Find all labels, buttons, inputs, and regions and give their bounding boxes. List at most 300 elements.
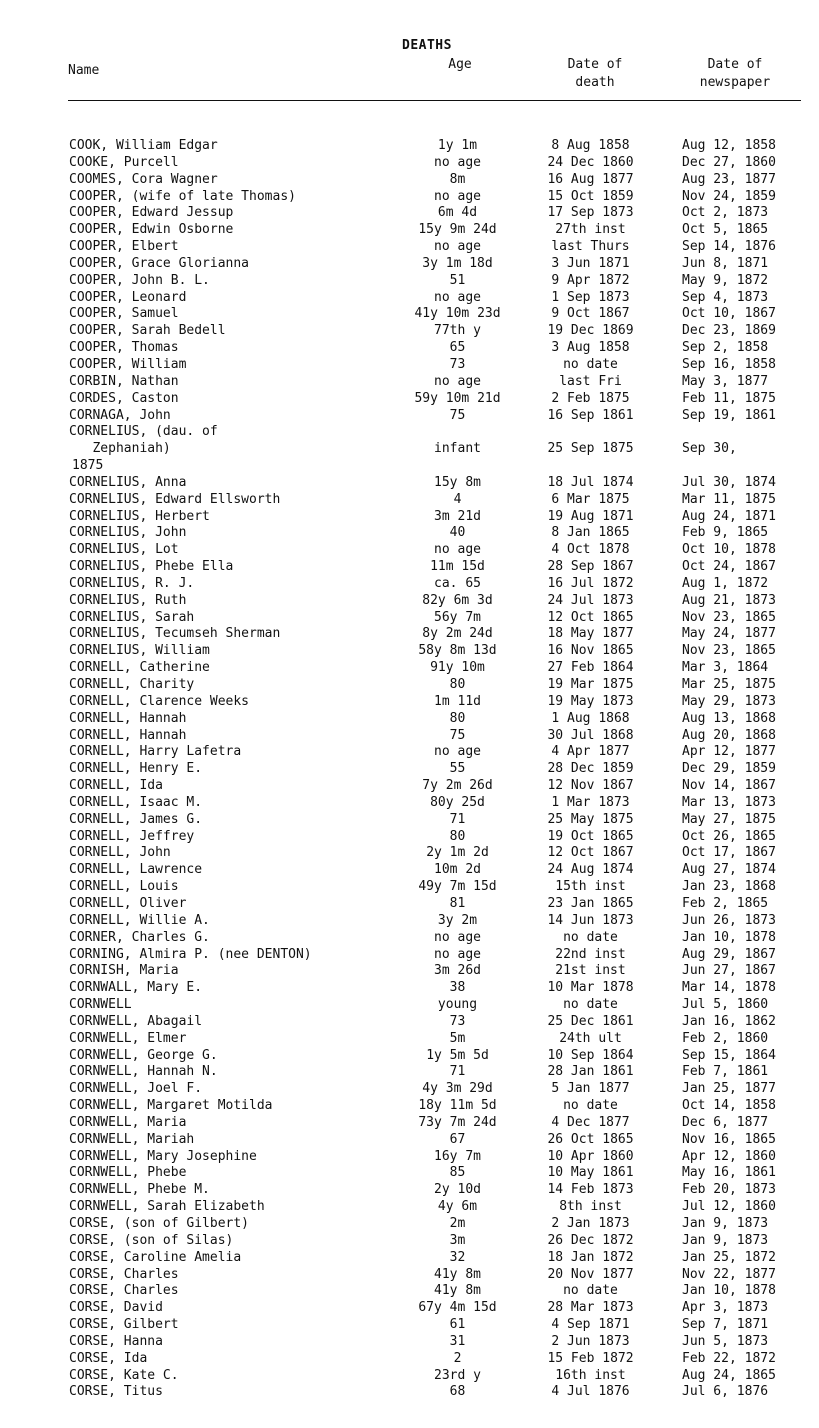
- table-row: [0, 138, 819, 155]
- table-row: [0, 660, 819, 677]
- table-row: [0, 189, 819, 206]
- date-of-death-cell: 16 Aug 1877: [547, 171, 634, 187]
- date-of-newspaper-cell: Jul 12, 1860: [682, 1199, 776, 1215]
- date-of-newspaper-cell: Oct 14, 1858: [682, 1098, 776, 1114]
- date-of-newspaper-cell: Jan 23, 1868: [682, 879, 776, 895]
- name-cell: COOK, William Edgar: [69, 138, 218, 153]
- date-of-death-cell: 2 Jun 1873: [551, 1333, 630, 1349]
- date-of-death-cell: 4 Apr 1877: [551, 744, 630, 760]
- name-cell: CORNWALL, Mary E.: [69, 980, 203, 996]
- table-row: [0, 408, 819, 425]
- date-of-death-cell: no date: [563, 1283, 618, 1299]
- table-row: [0, 273, 819, 290]
- date-of-death-cell: 28 Mar 1873: [547, 1300, 634, 1316]
- date-of-newspaper-cell: Feb 7, 1861: [682, 1064, 769, 1080]
- name-cell: CORNWELL, Mary Josephine: [69, 1148, 257, 1164]
- date-of-newspaper-cell: Aug 29, 1867: [682, 946, 776, 962]
- name-cell: CORNELL, Clarence Weeks: [69, 693, 250, 709]
- date-of-newspaper-cell: Jul 6, 1876: [682, 1384, 769, 1400]
- date-of-death-cell: 6 Mar 1875: [551, 491, 630, 507]
- date-of-newspaper-cell: Sep 2, 1858: [682, 340, 769, 356]
- date-of-death-cell: no date: [563, 997, 618, 1013]
- table-row: [0, 172, 819, 189]
- date-of-death-cell: 24th ult: [559, 1030, 622, 1046]
- name-cell: COOPER, Elbert: [69, 239, 179, 255]
- table-row: [0, 1149, 819, 1166]
- date-of-newspaper-cell: Sep 19, 1861: [682, 407, 776, 423]
- date-of-newspaper-cell: Aug 12, 1858: [682, 138, 776, 153]
- name-cell: CORNWELL: [69, 997, 132, 1013]
- date-of-death-cell: 16 Jul 1872: [547, 575, 634, 591]
- age-cell: 1y 5m 5d: [426, 1047, 489, 1063]
- date-of-death-cell: last Thurs: [551, 239, 630, 255]
- table-row: [0, 963, 819, 980]
- name-cell: CORNELL, Harry Lafetra: [69, 744, 242, 760]
- date-of-newspaper-cell: Jun 26, 1873: [682, 912, 776, 928]
- date-of-newspaper-cell: Feb 11, 1875: [682, 390, 776, 406]
- date-of-newspaper-cell: Oct 10, 1878: [682, 542, 776, 558]
- age-cell: 41y 8m: [434, 1283, 481, 1299]
- name-cell: CORSE, (son of Silas): [69, 1232, 234, 1248]
- age-cell: 8m: [449, 171, 466, 187]
- age-cell: 1y 1m: [437, 138, 478, 153]
- date-of-newspaper-cell: Jul 30, 1874: [682, 474, 776, 490]
- date-of-death-cell: 19 Dec 1869: [547, 323, 634, 339]
- date-of-death-cell: 26 Dec 1872: [547, 1232, 634, 1248]
- table-row: [0, 711, 819, 728]
- name-cell: CORSE, David: [69, 1300, 163, 1316]
- name-cell: CORNWELL, Mariah: [69, 1131, 195, 1147]
- date-of-death-cell: 19 Oct 1865: [547, 828, 634, 844]
- date-of-newspaper-cell: Oct 10, 1867: [682, 306, 776, 322]
- table-row: [0, 1165, 819, 1182]
- date-of-death-cell: 22nd inst: [555, 946, 626, 962]
- date-of-death-cell: 2 Jan 1873: [551, 1216, 630, 1231]
- name-cell: CORSE, Kate C.: [69, 1367, 179, 1383]
- date-of-newspaper-cell: Mar 13, 1873: [682, 794, 776, 810]
- date-of-death-cell: last Fri: [559, 373, 622, 389]
- name-cell: CORNWELL, Sarah Elizabeth: [69, 1199, 265, 1215]
- table-row: [0, 1267, 819, 1284]
- table-row: [0, 290, 819, 307]
- date-of-newspaper-cell: Nov 23, 1865: [682, 609, 776, 625]
- name-cell: CORNAGA, John: [69, 407, 171, 423]
- date-of-death-cell: 3 Aug 1858: [551, 340, 630, 356]
- table-row: [0, 475, 819, 492]
- age-cell: 32: [449, 1249, 466, 1265]
- date-of-newspaper-cell: Jun 8, 1871: [682, 255, 769, 271]
- name-cell: CORNWELL, Maria: [69, 1114, 187, 1130]
- age-cell: no age: [434, 289, 481, 305]
- name-cell: CORNWELL, Phebe: [69, 1165, 187, 1181]
- age-cell: 59y 10m 21d: [414, 390, 501, 406]
- name-cell: CORNELIUS, Sarah: [69, 609, 195, 625]
- age-cell: 2m: [449, 1216, 466, 1231]
- header-date-of-newspaper-line2: newspaper: [699, 75, 771, 90]
- date-of-newspaper-cell: Aug 20, 1868: [682, 727, 776, 743]
- age-cell: 75: [449, 727, 466, 743]
- age-cell: 23rd y: [434, 1367, 481, 1383]
- age-cell: 4y 6m: [437, 1199, 478, 1215]
- age-cell: 71: [449, 1064, 466, 1080]
- date-of-newspaper-cell: Feb 22, 1872: [682, 1350, 776, 1366]
- name-cell: COOKE, Purcell: [69, 154, 179, 170]
- age-cell: 80: [449, 828, 466, 844]
- age-cell: 68: [449, 1384, 466, 1400]
- date-of-newspaper-cell: Sep 4, 1873: [682, 289, 769, 305]
- table-row: [0, 862, 819, 879]
- date-of-newspaper-cell: Oct 17, 1867: [682, 845, 776, 861]
- date-of-newspaper-cell: Jan 10, 1878: [682, 1283, 776, 1299]
- table-row: [0, 997, 819, 1014]
- age-cell: 41y 10m 23d: [414, 306, 501, 322]
- table-row: [0, 542, 819, 559]
- table-row: [0, 1132, 819, 1149]
- name-cell: COOPER, Sarah Bedell: [69, 323, 226, 339]
- date-of-newspaper-cell: Aug 21, 1873: [682, 592, 776, 608]
- date-of-death-cell: 4 Oct 1878: [551, 542, 630, 558]
- table-row: [0, 913, 819, 930]
- table-row: [0, 256, 819, 273]
- date-of-death-cell: 24 Dec 1860: [547, 154, 634, 170]
- table-row: [0, 1216, 819, 1233]
- table-row: [0, 593, 819, 610]
- date-of-death-cell: 8 Aug 1858: [551, 138, 630, 153]
- table-row: [0, 761, 819, 778]
- age-cell: ca. 65: [434, 575, 481, 591]
- date-of-newspaper-cell: Aug 13, 1868: [682, 710, 776, 726]
- date-of-death-cell: 18 Jul 1874: [547, 474, 634, 490]
- date-of-death-cell: 30 Jul 1868: [547, 727, 634, 743]
- table-row: [0, 980, 819, 997]
- table-row: [0, 744, 819, 761]
- age-cell: 4: [453, 491, 462, 507]
- date-of-newspaper-cell: Sep 15, 1864: [682, 1047, 776, 1063]
- table-row: [0, 205, 819, 222]
- table-row: [0, 441, 819, 458]
- name-cell: COOPER, Leonard: [69, 289, 187, 305]
- date-of-newspaper-cell: Aug 24, 1871: [682, 508, 776, 524]
- table-row: [0, 1250, 819, 1267]
- age-cell: 7y 2m 26d: [422, 778, 493, 794]
- date-of-death-cell: 25 Sep 1875: [547, 441, 634, 457]
- age-cell: 73y 7m 24d: [418, 1114, 497, 1130]
- date-of-newspaper-cell: May 16, 1861: [682, 1165, 776, 1181]
- name-cell: CORNELIUS, Tecumseh Sherman: [69, 626, 281, 642]
- date-of-death-cell: 2 Feb 1875: [551, 390, 630, 406]
- table-row: [0, 306, 819, 323]
- age-cell: 82y 6m 3d: [422, 592, 493, 608]
- date-of-newspaper-cell: Mar 14, 1878: [682, 980, 776, 996]
- date-of-newspaper-cell: Sep 14, 1876: [682, 239, 776, 255]
- table-row: [0, 626, 819, 643]
- date-of-death-cell: 18 May 1877: [547, 626, 634, 642]
- date-of-death-cell: 1 Mar 1873: [551, 794, 630, 810]
- date-of-newspaper-cell: Jan 9, 1873: [682, 1216, 769, 1231]
- date-of-newspaper-cell: Apr 3, 1873: [682, 1300, 769, 1316]
- name-cell: CORSE, Caroline Amelia: [69, 1249, 242, 1265]
- age-cell: 73: [449, 356, 466, 372]
- age-cell: 51: [449, 272, 466, 288]
- name-cell: CORNELL, Willie A.: [69, 912, 210, 928]
- date-of-death-cell: 15 Oct 1859: [547, 188, 634, 204]
- name-cell: COOPER, William: [69, 356, 187, 372]
- age-cell: 81: [449, 895, 466, 911]
- date-of-newspaper-cell: Nov 16, 1865: [682, 1131, 776, 1147]
- date-of-death-cell: 9 Apr 1872: [551, 272, 630, 288]
- date-of-newspaper-cell: May 24, 1877: [682, 626, 776, 642]
- table-row: [0, 1300, 819, 1317]
- date-of-newspaper-cell: Dec 27, 1860: [682, 154, 776, 170]
- date-of-newspaper-cell: Jan 25, 1877: [682, 1081, 776, 1097]
- age-cell: 2y 10d: [434, 1182, 481, 1198]
- name-cell: CORNELL, Isaac M.: [69, 794, 203, 810]
- name-cell: CORNELIUS, Herbert: [69, 508, 210, 524]
- date-of-death-cell: 10 May 1861: [547, 1165, 634, 1181]
- table-row: [0, 492, 819, 509]
- date-of-newspaper-cell: Jun 5, 1873: [682, 1333, 769, 1349]
- table-row: [0, 222, 819, 239]
- age-cell: 18y 11m 5d: [418, 1098, 497, 1114]
- date-of-newspaper-cell: Sep 30,: [682, 441, 737, 457]
- date-of-death-cell: 19 Mar 1875: [547, 677, 634, 692]
- date-of-death-cell: 4 Dec 1877: [551, 1114, 630, 1130]
- table-row: [0, 694, 819, 711]
- age-cell: 4y 3m 29d: [422, 1081, 493, 1097]
- age-cell: 3y 1m 18d: [422, 255, 493, 271]
- date-of-death-cell: 15 Feb 1872: [547, 1350, 634, 1366]
- date-of-death-cell: 16 Sep 1861: [547, 407, 634, 423]
- table-row: [0, 424, 819, 441]
- name-cell: CORNWELL, Phebe M.: [69, 1182, 210, 1198]
- date-of-newspaper-cell: Oct 24, 1867: [682, 559, 776, 575]
- date-of-newspaper-wrap: 1875: [72, 458, 104, 474]
- page-title: DEATHS: [402, 38, 452, 53]
- age-cell: young: [437, 997, 478, 1013]
- header-name: Name: [68, 63, 100, 78]
- table-row: [0, 845, 819, 862]
- age-cell: 80: [449, 677, 466, 692]
- table-row: [0, 239, 819, 256]
- age-cell: 3m 21d: [434, 508, 481, 524]
- name-cell: CORNING, Almira P. (nee DENTON): [69, 946, 312, 962]
- date-of-newspaper-cell: Jan 10, 1878: [682, 929, 776, 945]
- age-cell: 75: [449, 407, 466, 423]
- name-cell: CORNELL, Hannah: [69, 727, 187, 743]
- age-cell: 1m 11d: [434, 693, 481, 709]
- date-of-newspaper-cell: Aug 23, 1877: [682, 171, 776, 187]
- age-cell: no age: [434, 239, 481, 255]
- table-row: [0, 610, 819, 627]
- date-of-newspaper-cell: Aug 24, 1865: [682, 1367, 776, 1383]
- date-of-newspaper-cell: Mar 11, 1875: [682, 491, 776, 507]
- age-cell: 6m 4d: [437, 205, 478, 221]
- table-row: [0, 374, 819, 391]
- date-of-newspaper-cell: Dec 23, 1869: [682, 323, 776, 339]
- date-of-newspaper-cell: Jan 25, 1872: [682, 1249, 776, 1265]
- age-cell: 2y 1m 2d: [426, 845, 489, 861]
- date-of-newspaper-cell: Sep 7, 1871: [682, 1317, 769, 1333]
- age-cell: 40: [449, 525, 466, 541]
- age-cell: 3m 26d: [434, 963, 481, 979]
- age-cell: 77th y: [434, 323, 481, 339]
- date-of-death-cell: 28 Sep 1867: [547, 559, 634, 575]
- table-row: [0, 643, 819, 660]
- name-cell: CORNWELL, Hannah N.: [69, 1064, 218, 1080]
- name-cell: CORSE, (son of Gilbert): [69, 1216, 250, 1231]
- date-of-newspaper-cell: Apr 12, 1877: [682, 744, 776, 760]
- date-of-newspaper-cell: Mar 3, 1864: [682, 660, 769, 676]
- date-of-death-cell: no date: [563, 356, 618, 372]
- table-row: [0, 879, 819, 896]
- header-date-of-death: [540, 56, 650, 92]
- header-age: Age: [448, 57, 472, 72]
- date-of-death-cell: 1 Sep 1873: [551, 289, 630, 305]
- name-cell: COOPER, John B. L.: [69, 272, 210, 288]
- date-of-death-cell: 8th inst: [559, 1199, 622, 1215]
- date-of-newspaper-cell: May 9, 1872: [682, 272, 769, 288]
- table-row: [0, 947, 819, 964]
- date-of-death-cell: 28 Dec 1859: [547, 761, 634, 777]
- table-row: [0, 1199, 819, 1216]
- table-row: [0, 1064, 819, 1081]
- date-of-death-cell: 12 Oct 1865: [547, 609, 634, 625]
- name-cell: CORNELL, Lawrence: [69, 862, 203, 878]
- header-date-of-death-line1: Date of: [567, 57, 623, 72]
- date-of-death-cell: 18 Jan 1872: [547, 1249, 634, 1265]
- name-cell: CORNELL, Catherine: [69, 660, 210, 676]
- age-cell: 80y 25d: [430, 794, 485, 810]
- date-of-death-cell: 15th inst: [555, 879, 626, 895]
- table-row: [0, 1283, 819, 1300]
- name-cell: CORNWELL, Joel F.: [69, 1081, 203, 1097]
- name-cell: CORNELL, Jeffrey: [69, 828, 195, 844]
- age-cell: 38: [449, 980, 466, 996]
- age-cell: 91y 10m: [430, 660, 485, 676]
- name-cell: CORBIN, Nathan: [69, 373, 179, 389]
- age-cell: 3y 2m: [437, 912, 478, 928]
- name-cell: CORNELL, Ida: [69, 778, 163, 794]
- date-of-death-cell: 12 Nov 1867: [547, 778, 634, 794]
- date-of-newspaper-cell: Oct 5, 1865: [682, 222, 769, 238]
- date-of-death-cell: 24 Aug 1874: [547, 862, 634, 878]
- age-cell: 49y 7m 15d: [418, 879, 497, 895]
- date-of-death-cell: 23 Jan 1865: [547, 895, 634, 911]
- name-cell: Zephaniah): [69, 441, 171, 457]
- date-of-newspaper-cell: May 29, 1873: [682, 693, 776, 709]
- table-row: [0, 559, 819, 576]
- date-of-newspaper-cell: Apr 12, 1860: [682, 1148, 776, 1164]
- age-cell: 67: [449, 1131, 466, 1147]
- name-cell: COOPER, Edward Jessup: [69, 205, 234, 221]
- name-cell: CORNWELL, George G.: [69, 1047, 218, 1063]
- date-of-death-cell: 28 Jan 1861: [547, 1064, 634, 1080]
- date-of-death-cell: 19 May 1873: [547, 693, 634, 709]
- date-of-newspaper-cell: May 3, 1877: [682, 373, 769, 389]
- name-cell: CORNELL, James G.: [69, 811, 203, 827]
- name-cell: COOPER, Edwin Osborne: [69, 222, 234, 238]
- age-cell: 16y 7m: [434, 1148, 481, 1164]
- name-cell: CORNELIUS, Lot: [69, 542, 179, 558]
- date-of-newspaper-cell: Nov 22, 1877: [682, 1266, 776, 1282]
- date-of-death-cell: 12 Oct 1867: [547, 845, 634, 861]
- table-row: [0, 1317, 819, 1334]
- table-row: [0, 677, 819, 694]
- date-of-newspaper-cell: Jul 5, 1860: [682, 997, 769, 1013]
- date-of-newspaper-cell: Sep 16, 1858: [682, 356, 776, 372]
- age-cell: no age: [434, 373, 481, 389]
- age-cell: 2: [453, 1350, 462, 1366]
- table-row: [0, 1334, 819, 1351]
- table-row: [0, 323, 819, 340]
- name-cell: CORSE, Hanna: [69, 1333, 163, 1349]
- age-cell: 55: [449, 761, 466, 777]
- name-cell: CORNISH, Maria: [69, 963, 179, 979]
- header-date-of-death-line2: death: [575, 75, 615, 90]
- age-cell: 56y 7m: [434, 609, 481, 625]
- name-cell: CORSE, Gilbert: [69, 1317, 179, 1333]
- date-of-death-cell: 25 Dec 1861: [547, 1013, 634, 1029]
- date-of-death-cell: 8 Jan 1865: [551, 525, 630, 541]
- name-cell: CORSE, Charles: [69, 1283, 179, 1299]
- name-cell: CORSE, Charles: [69, 1266, 179, 1282]
- table-row: [0, 829, 819, 846]
- table-row: [0, 1048, 819, 1065]
- age-cell: 61: [449, 1317, 466, 1333]
- date-of-death-cell: 14 Jun 1873: [547, 912, 634, 928]
- table-row-continuation: [0, 458, 819, 475]
- table-row: [0, 1368, 819, 1385]
- age-cell: 10m 2d: [434, 862, 481, 878]
- age-cell: 8y 2m 24d: [422, 626, 493, 642]
- name-cell: CORNELL, Charity: [69, 677, 195, 692]
- date-of-death-cell: 16th inst: [555, 1367, 626, 1383]
- name-cell: CORNELIUS, William: [69, 643, 210, 659]
- age-cell: 73: [449, 1013, 466, 1029]
- age-cell: no age: [434, 744, 481, 760]
- name-cell: CORNELL, Hannah: [69, 710, 187, 726]
- table-row: [0, 391, 819, 408]
- date-of-newspaper-cell: Dec 6, 1877: [682, 1114, 769, 1130]
- name-cell: CORNER, Charles G.: [69, 929, 210, 945]
- date-of-death-cell: no date: [563, 1098, 618, 1114]
- header-date-of-newspaper-line1: Date of: [707, 57, 763, 72]
- date-of-death-cell: 1 Aug 1868: [551, 710, 630, 726]
- name-cell: COOPER, Samuel: [69, 306, 179, 322]
- date-of-death-cell: 26 Oct 1865: [547, 1131, 634, 1147]
- date-of-death-cell: 5 Jan 1877: [551, 1081, 630, 1097]
- date-of-newspaper-cell: Oct 26, 1865: [682, 828, 776, 844]
- date-of-newspaper-cell: Nov 23, 1865: [682, 643, 776, 659]
- date-of-newspaper-cell: Aug 27, 1874: [682, 862, 776, 878]
- age-cell: no age: [434, 929, 481, 945]
- date-of-death-cell: no date: [563, 929, 618, 945]
- table-row: [0, 1098, 819, 1115]
- name-cell: CORNELL, Oliver: [69, 895, 187, 911]
- table-row: [0, 1351, 819, 1368]
- table-row: [0, 1115, 819, 1132]
- age-cell: no age: [434, 154, 481, 170]
- age-cell: 80: [449, 710, 466, 726]
- date-of-death-cell: 10 Apr 1860: [547, 1148, 634, 1164]
- date-of-newspaper-cell: Feb 2, 1865: [682, 895, 769, 911]
- table-row: [0, 1081, 819, 1098]
- table-row: [0, 896, 819, 913]
- age-cell: no age: [434, 946, 481, 962]
- name-cell: CORNELIUS, Anna: [69, 474, 187, 490]
- table-row: [0, 509, 819, 526]
- date-of-death-cell: 24 Jul 1873: [547, 592, 634, 608]
